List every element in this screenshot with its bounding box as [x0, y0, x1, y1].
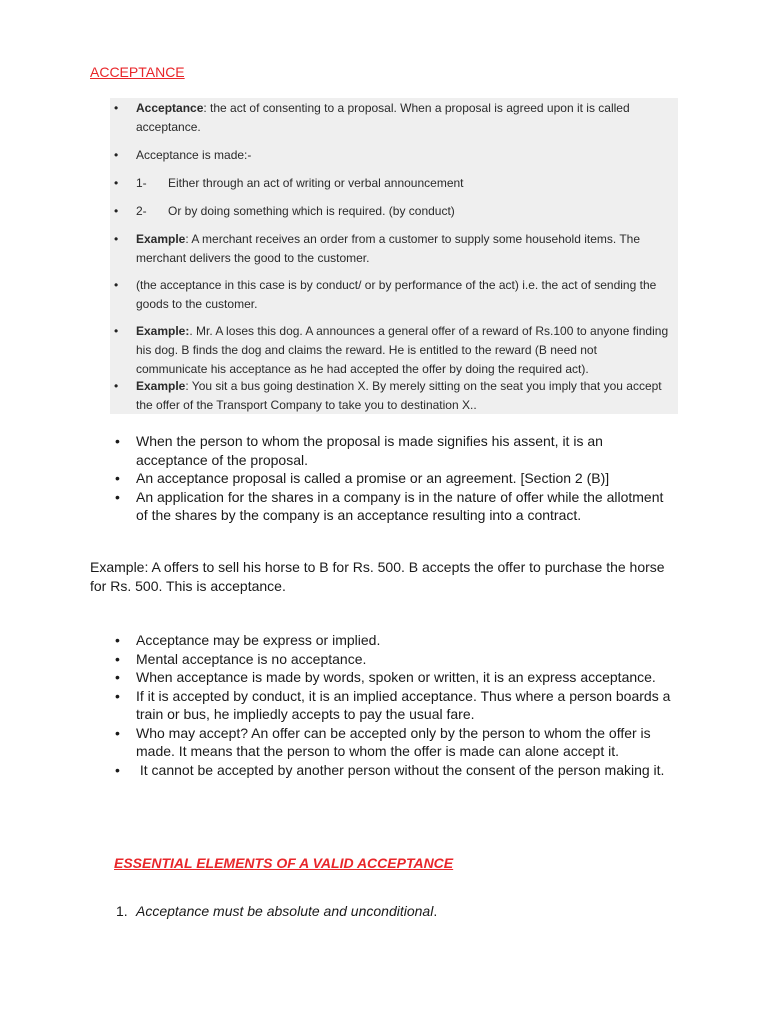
list-item: • Mental acceptance is no acceptance.: [115, 650, 675, 669]
ordered-suffix: .: [433, 903, 438, 919]
item-text: (the acceptance in this case is by conduct/ or by performance of the act) i.e. the act of sending the goods to the customer.: [136, 278, 657, 311]
list-item: [136, 146, 670, 165]
item-number: 1-: [136, 176, 147, 190]
ordered-item: [116, 903, 437, 919]
list-item: • Who may accept? An offer can be accepted only by the person to whom the offer is made. It means that the person to whom the offer is made can alone accept it.: [115, 724, 675, 761]
term-bold: Example: [136, 232, 186, 246]
list-item: [136, 276, 670, 314]
list-item: [136, 230, 670, 268]
list-item: • An acceptance proposal is called a promise or an agreement. [Section 2 (B)]: [115, 469, 675, 488]
definition-box: [110, 98, 678, 414]
list-item: • When the person to whom the proposal is made signifies his assent, it is an acceptance of the proposal.: [115, 432, 675, 469]
item-text: : A merchant receives an order from a customer to supply some household items. The merchant delivers the good to the customer.: [136, 232, 641, 265]
list-item: • Acceptance may be express or implied.: [115, 631, 675, 650]
item-text: Or by doing something which is required. (by conduct): [168, 204, 455, 218]
list-item: [136, 202, 670, 221]
term-bold: Acceptance: [136, 101, 204, 115]
item-text: Either through an act of writing or verbal announcement: [168, 176, 464, 190]
item-text: Acceptance is made:-: [136, 148, 252, 162]
term-bold: Example:: [136, 324, 190, 338]
ordered-text: Acceptance must be absolute and unconditional: [136, 903, 434, 919]
ordered-number: 1.: [116, 903, 128, 919]
item-number: 2-: [136, 204, 147, 218]
example-paragraph: Example: A offers to sell his horse to B for Rs. 500. B accepts the offer to purchase the horse for Rs. 500. This is acceptance.: [90, 559, 665, 594]
term-bold: Example: [136, 379, 186, 393]
item-text: : You sit a bus going destination X. By merely sitting on the seat you imply that you accept the offer of the Transport Company to take you to destination X..: [136, 379, 662, 412]
acceptance-rules-list: [115, 631, 675, 779]
list-item: • It cannot be accepted by another person without the consent of the person making it.: [115, 761, 675, 780]
list-item: • When acceptance is made by words, spoken or written, it is an express acceptance.: [115, 668, 675, 687]
list-item: • An application for the shares in a company is in the nature of offer while the allotment of the shares by the company is an acceptance resulting into a contract.: [115, 488, 675, 525]
section-heading: ESSENTIAL ELEMENTS OF A VALID ACCEPTANCE: [114, 855, 454, 871]
item-text: : the act of consenting to a proposal. When a proposal is agreed upon it is called acceptance.: [136, 101, 630, 134]
list-item: [136, 322, 670, 379]
list-item: [136, 174, 670, 193]
page-title: ACCEPTANCE: [90, 64, 185, 80]
list-item: [136, 99, 670, 137]
acceptance-points-list: [115, 432, 675, 525]
item-text: . Mr. A loses this dog. A announces a general offer of a reward of Rs.100 to anyone finding his dog. B finds the dog and claims the reward. He is entitled to the reward (B need not communicate his acceptance as he had accepted the offer by doing the required act).: [136, 324, 669, 376]
list-item: [136, 377, 670, 415]
list-item: • If it is accepted by conduct, it is an implied acceptance. Thus where a person boards a train or bus, he impliedly accepts to pay the usual fare.: [115, 687, 675, 724]
